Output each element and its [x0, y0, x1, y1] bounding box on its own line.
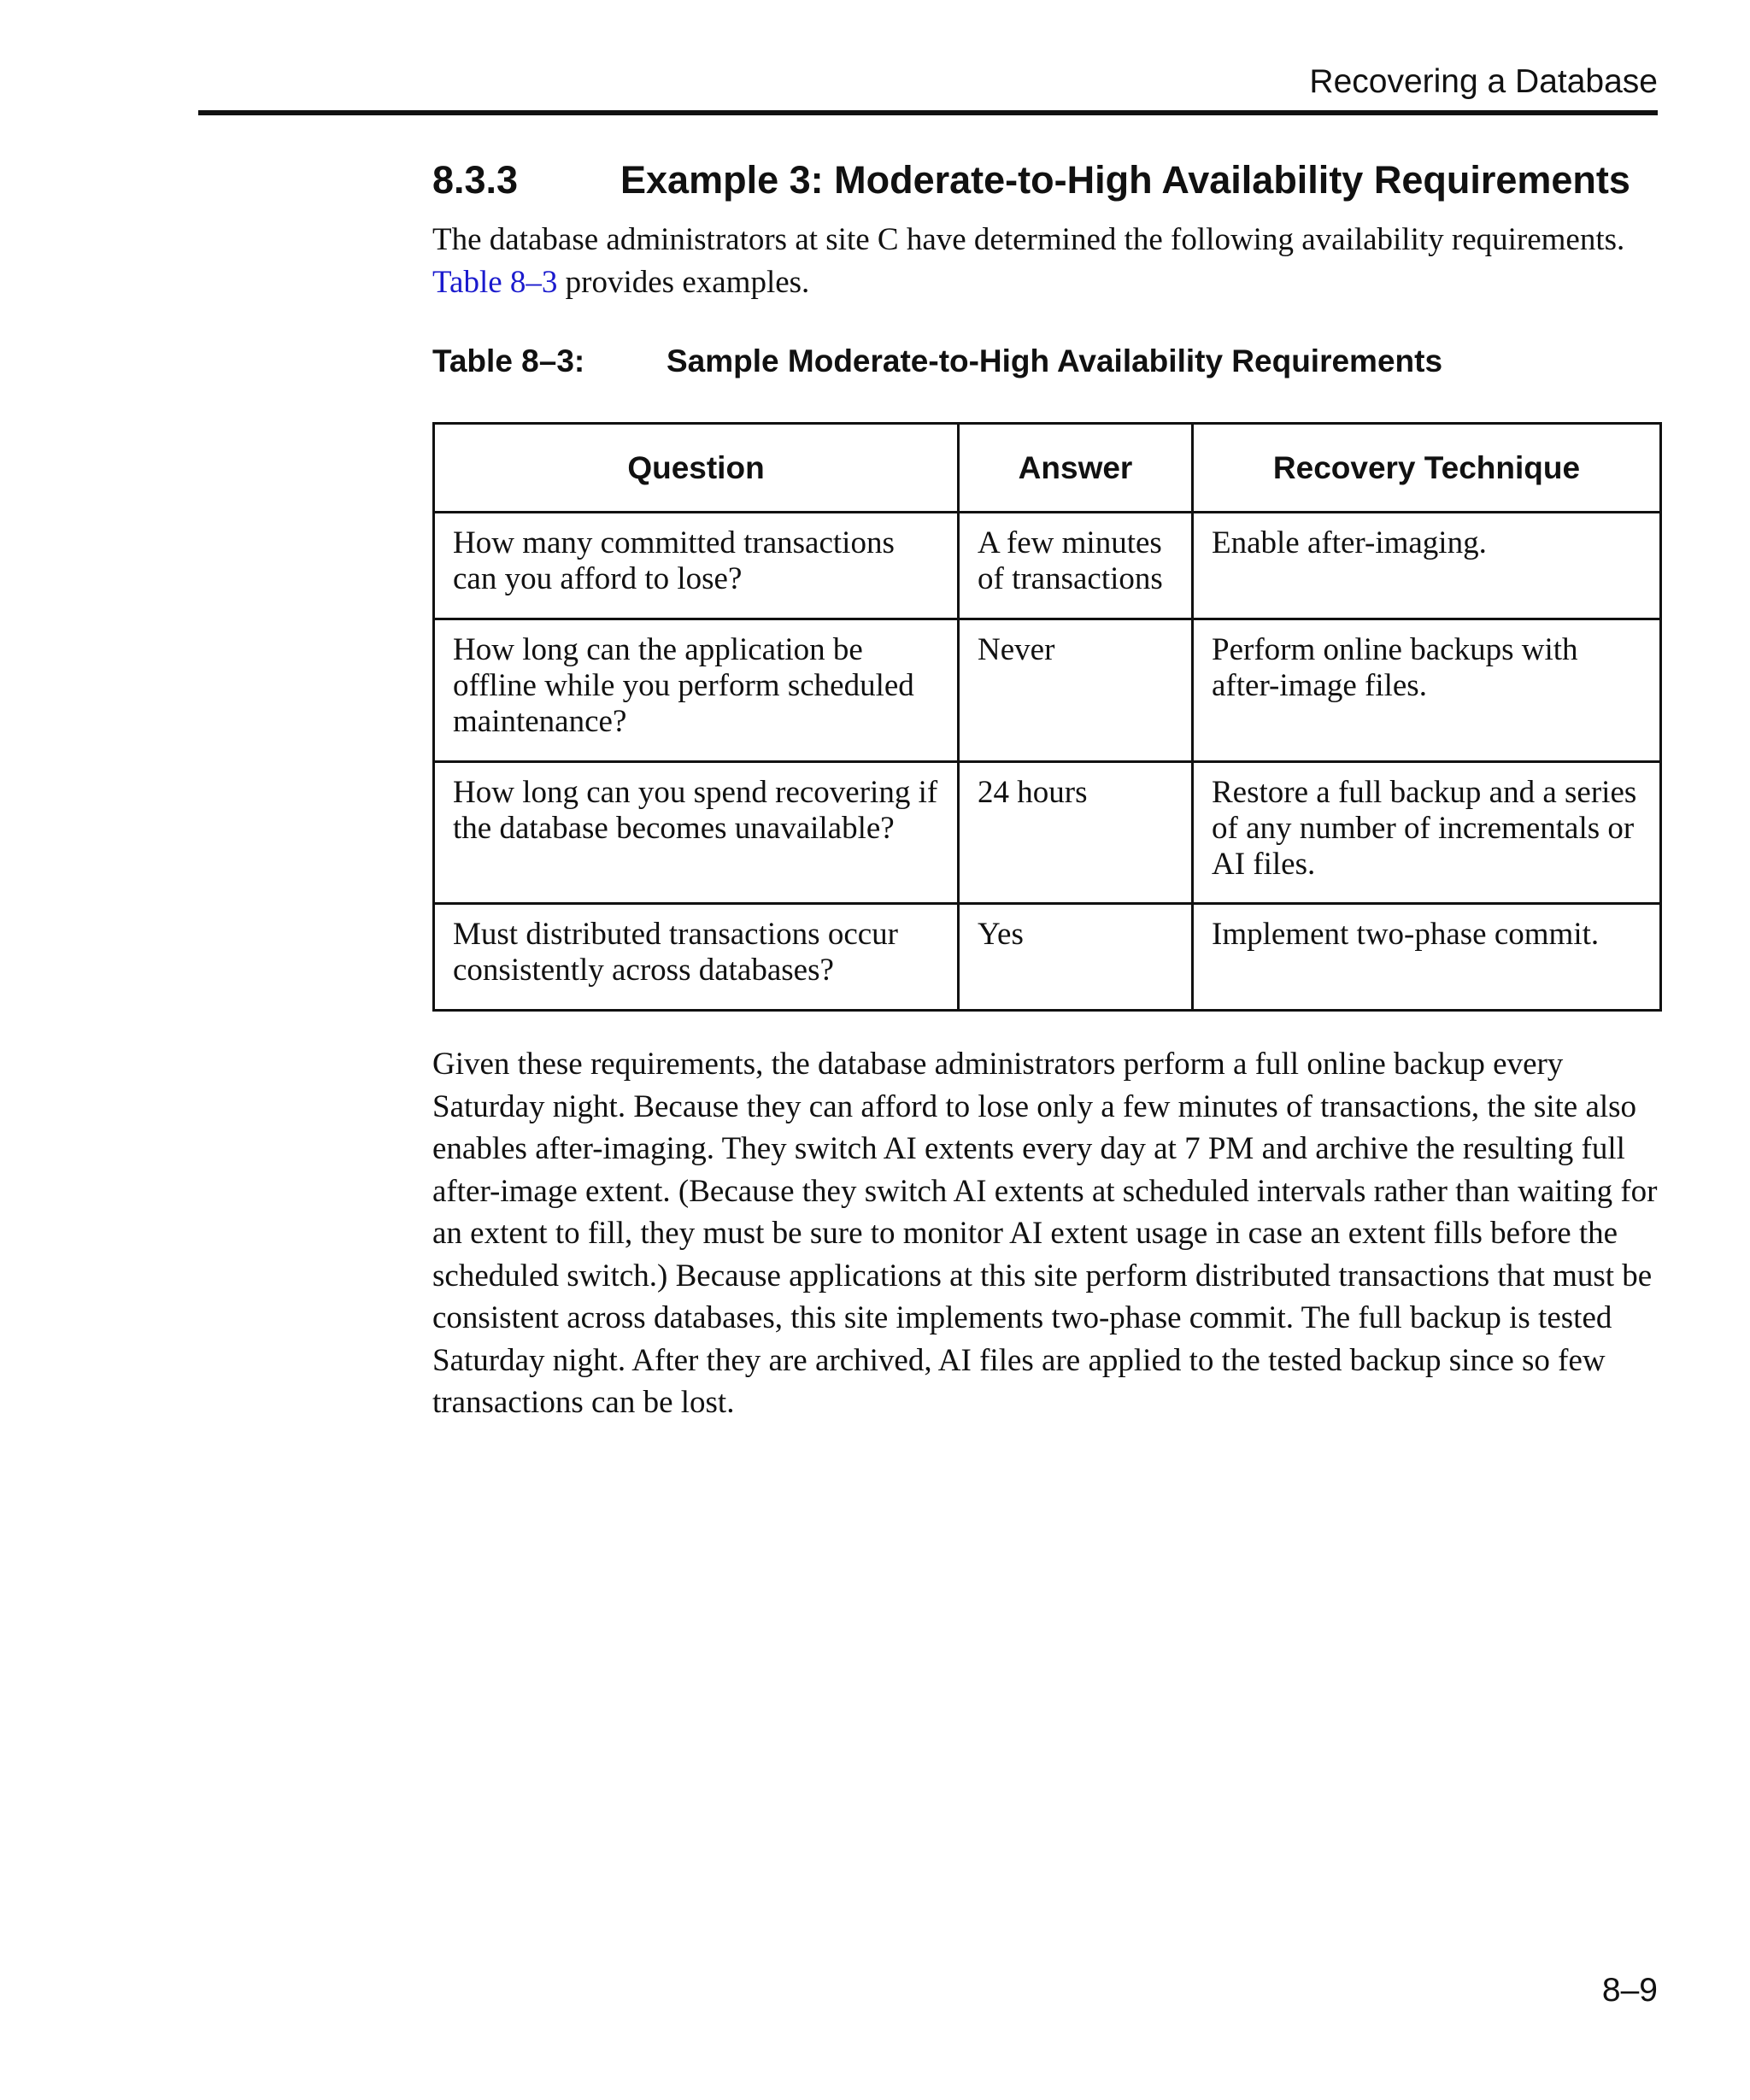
cell-recovery-technique: Restore a full backup and a series of any number of incrementals or AI files.: [1193, 762, 1661, 904]
intro-text-before: The database administrators at site C have determined the following availability requirements.: [432, 222, 1625, 257]
cell-answer: Never: [959, 619, 1193, 762]
table-reference-link[interactable]: Table 8–3: [432, 265, 558, 300]
running-head: Recovering a Database: [1309, 63, 1658, 100]
table-caption: [432, 345, 1442, 377]
table-row: [434, 513, 1661, 619]
cell-answer: 24 hours: [959, 762, 1193, 904]
column-header-recovery-technique: Recovery Technique: [1193, 424, 1661, 513]
table-row: [434, 762, 1661, 904]
column-header-question: Question: [434, 424, 959, 513]
column-header-answer: Answer: [959, 424, 1193, 513]
table-caption-title: Sample Moderate-to-High Availability Requirements: [667, 343, 1443, 378]
section-heading: [432, 158, 1630, 202]
cell-question: How long can you spend recovering if the database becomes unavailable?: [434, 762, 959, 904]
cell-question: How long can the application be offline while you perform scheduled maintenance?: [434, 619, 959, 762]
cell-recovery-technique: Enable after-imaging.: [1193, 513, 1661, 619]
header-rule: [198, 110, 1658, 115]
cell-recovery-technique: Implement two-phase commit.: [1193, 904, 1661, 1011]
cell-recovery-technique: Perform online backups with after-image files.: [1193, 619, 1661, 762]
cell-question: Must distributed transactions occur consistently across databases?: [434, 904, 959, 1011]
section-title: Example 3: Moderate-to-High Availability Requirements: [620, 158, 1630, 202]
section-number: 8.3.3: [432, 158, 519, 202]
table-row: [434, 904, 1661, 1011]
requirements-table: [432, 422, 1662, 1012]
cell-answer: A few minutes of transactions: [959, 513, 1193, 619]
body-paragraph: Given these requirements, the database administrators perform a full online backup every Saturday night. Because they can afford to lose only a few minutes of transactions, the site also enables after-imaging. They switch AI extents every day at 7 PM and archive the resulting full after-image extent. (Because they switch AI extents at scheduled intervals rather than waiting for an extent to fill, they must be sure to monitor AI extent usage in case an extent fills before the scheduled switch.) Because applications at this site perform distributed transactions that must be consistent across databases, this site implements two-phase commit. The full backup is tested Saturday night. After they are archived, AI files are applied to the tested backup since so few transactions can be lost.: [432, 1047, 1658, 1420]
cell-answer: Yes: [959, 904, 1193, 1011]
cell-question: How many committed transactions can you afford to lose?: [434, 513, 959, 619]
table-header-row: [434, 424, 1661, 513]
page-number: 8–9: [1601, 1972, 1658, 2009]
intro-paragraph: [432, 219, 1663, 304]
table-row: [434, 619, 1661, 762]
table-caption-number: Table 8–3:: [432, 343, 585, 378]
intro-text-after: provides examples.: [557, 265, 810, 300]
